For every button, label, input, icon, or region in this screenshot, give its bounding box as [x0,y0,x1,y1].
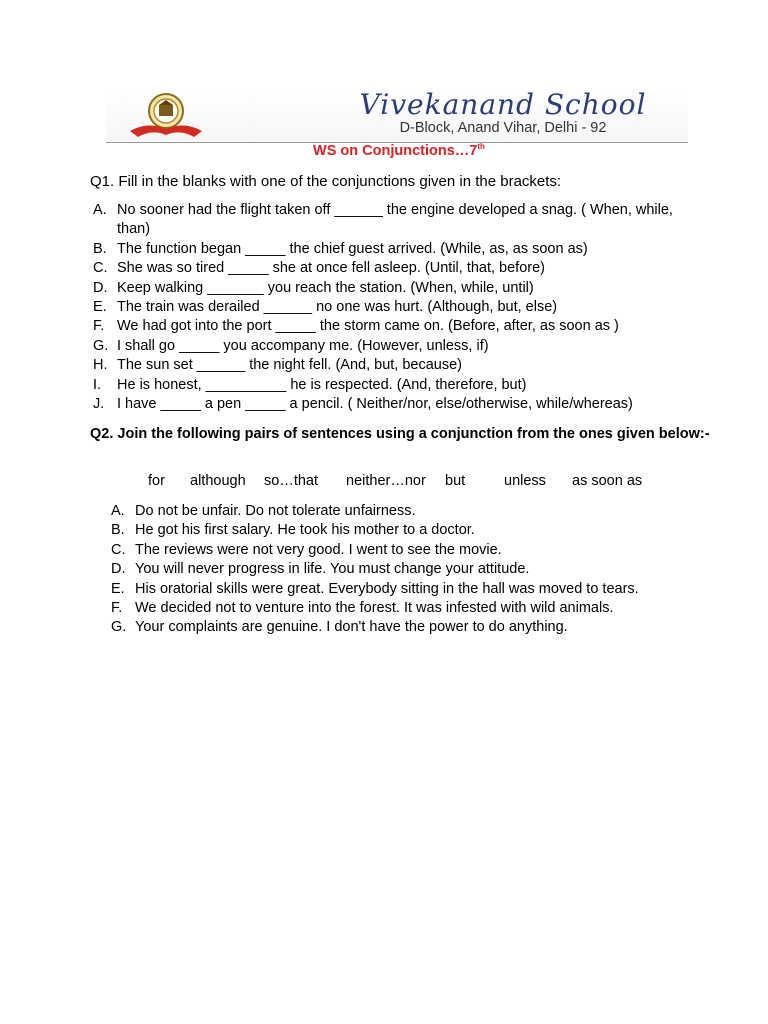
q2-item-text: The reviews were not very good. I went to see the movie. [135,541,502,558]
school-name: Vivekanand School [359,88,647,121]
q1-item-label: G. [93,337,109,354]
q1-item [93,376,707,395]
worksheet-title-text: WS on Conjunctions…7 [313,142,478,159]
q1-item-text: We had got into the port _____ the storm came on. (Before, after, as soon as ) [117,318,619,335]
worksheet-title-superscript: th [477,142,485,151]
q1-item-text: I have _____ a pen _____ a pencil. ( Neither/nor, else/otherwise, while/whereas) [117,396,633,413]
q1-item-text: He is honest, __________ he is respected. (And, therefore, but) [117,376,527,393]
q1-list [93,201,707,414]
q2-item-label: F. [111,600,123,617]
school-logo [124,91,208,139]
conjunction-option: but [445,473,466,489]
q2-item-label: G. [111,619,127,636]
q2-item-text: Do not be unfair. Do not tolerate unfairness. [135,503,416,519]
q1-item [93,356,707,375]
q2-item-label: C. [111,541,126,558]
q1-item-label: H. [93,357,108,374]
q1-item-text: I shall go _____ you accompany me. (However, unless, if) [117,337,489,354]
conjunction-option: as soon as [572,473,643,489]
q1-item-label: J. [93,396,105,413]
q1-item-label: B. [93,240,107,257]
q1-item-text: Keep walking _______ you reach the station. (When, while, until) [117,279,534,296]
conjunction-option: although [190,473,246,489]
q1-item-label: F. [93,318,105,335]
q1-item [93,240,707,259]
conjunction-options [0,473,768,493]
q1-item [93,337,707,356]
q1-item [93,395,707,414]
q2-item-label: E. [111,580,125,597]
q2-item [111,580,715,599]
q2-list [111,502,715,638]
q1-item [93,259,707,278]
conjunction-option: neither…nor [346,473,426,489]
worksheet-title [0,142,768,159]
q1-item-text: No sooner had the flight taken off ______ the engine developed a snag. ( When, while, than) [117,202,673,238]
q2-item-text: You will never progress in life. You must change your attitude. [135,561,530,578]
q2-item [111,599,715,618]
q2-item-label: B. [111,522,125,539]
q2-item [111,618,715,637]
q1-item-label: E. [93,299,107,316]
q2-item-text: His oratorial skills were great. Everybody sitting in the hall was moved to tears. [135,580,639,597]
q1-item [93,279,707,298]
q2-item-text: Your complaints are genuine. I don't have the power to do anything. [135,619,568,636]
q1-item [93,298,707,317]
q2-item [111,560,715,579]
school-header [106,88,688,143]
q2-item [111,502,715,521]
conjunction-option: unless [504,473,546,489]
q1-item-label: I. [93,376,102,393]
q1-heading: Q1. Fill in the blanks with one of the conjunctions given in the brackets: [90,173,562,190]
q2-item [111,521,715,540]
q2-item-text: He got his first salary. He took his mother to a doctor. [135,522,475,539]
q1-item [93,201,707,240]
q2-item-label: A. [111,503,125,519]
q1-item-text: The train was derailed ______ no one was hurt. (Although, but, else) [117,299,558,316]
conjunction-option: for [148,473,165,489]
school-address: D-Block, Anand Vihar, Delhi - 92 [399,120,607,136]
q1-item-label: A. [93,202,107,218]
q1-item-text: The sun set ______ the night fell. (And, but, because) [117,357,463,374]
q1-item-text: She was so tired _____ she at once fell asleep. (Until, that, before) [117,260,545,277]
q1-item-text: The function began _____ the chief guest arrived. (While, as, as soon as) [117,240,588,257]
q1-item-label: C. [93,260,108,277]
conjunction-option: so…that [264,473,318,489]
q2-heading: Q2. Join the following pairs of sentences using a conjunction from the ones given below:- [90,426,710,442]
q1-item-label: D. [93,279,108,296]
q2-item-label: D. [111,561,126,578]
q1-item [93,317,707,336]
q2-item-text: We decided not to venture into the forest. It was infested with wild animals. [135,600,614,617]
q2-item [111,541,715,560]
